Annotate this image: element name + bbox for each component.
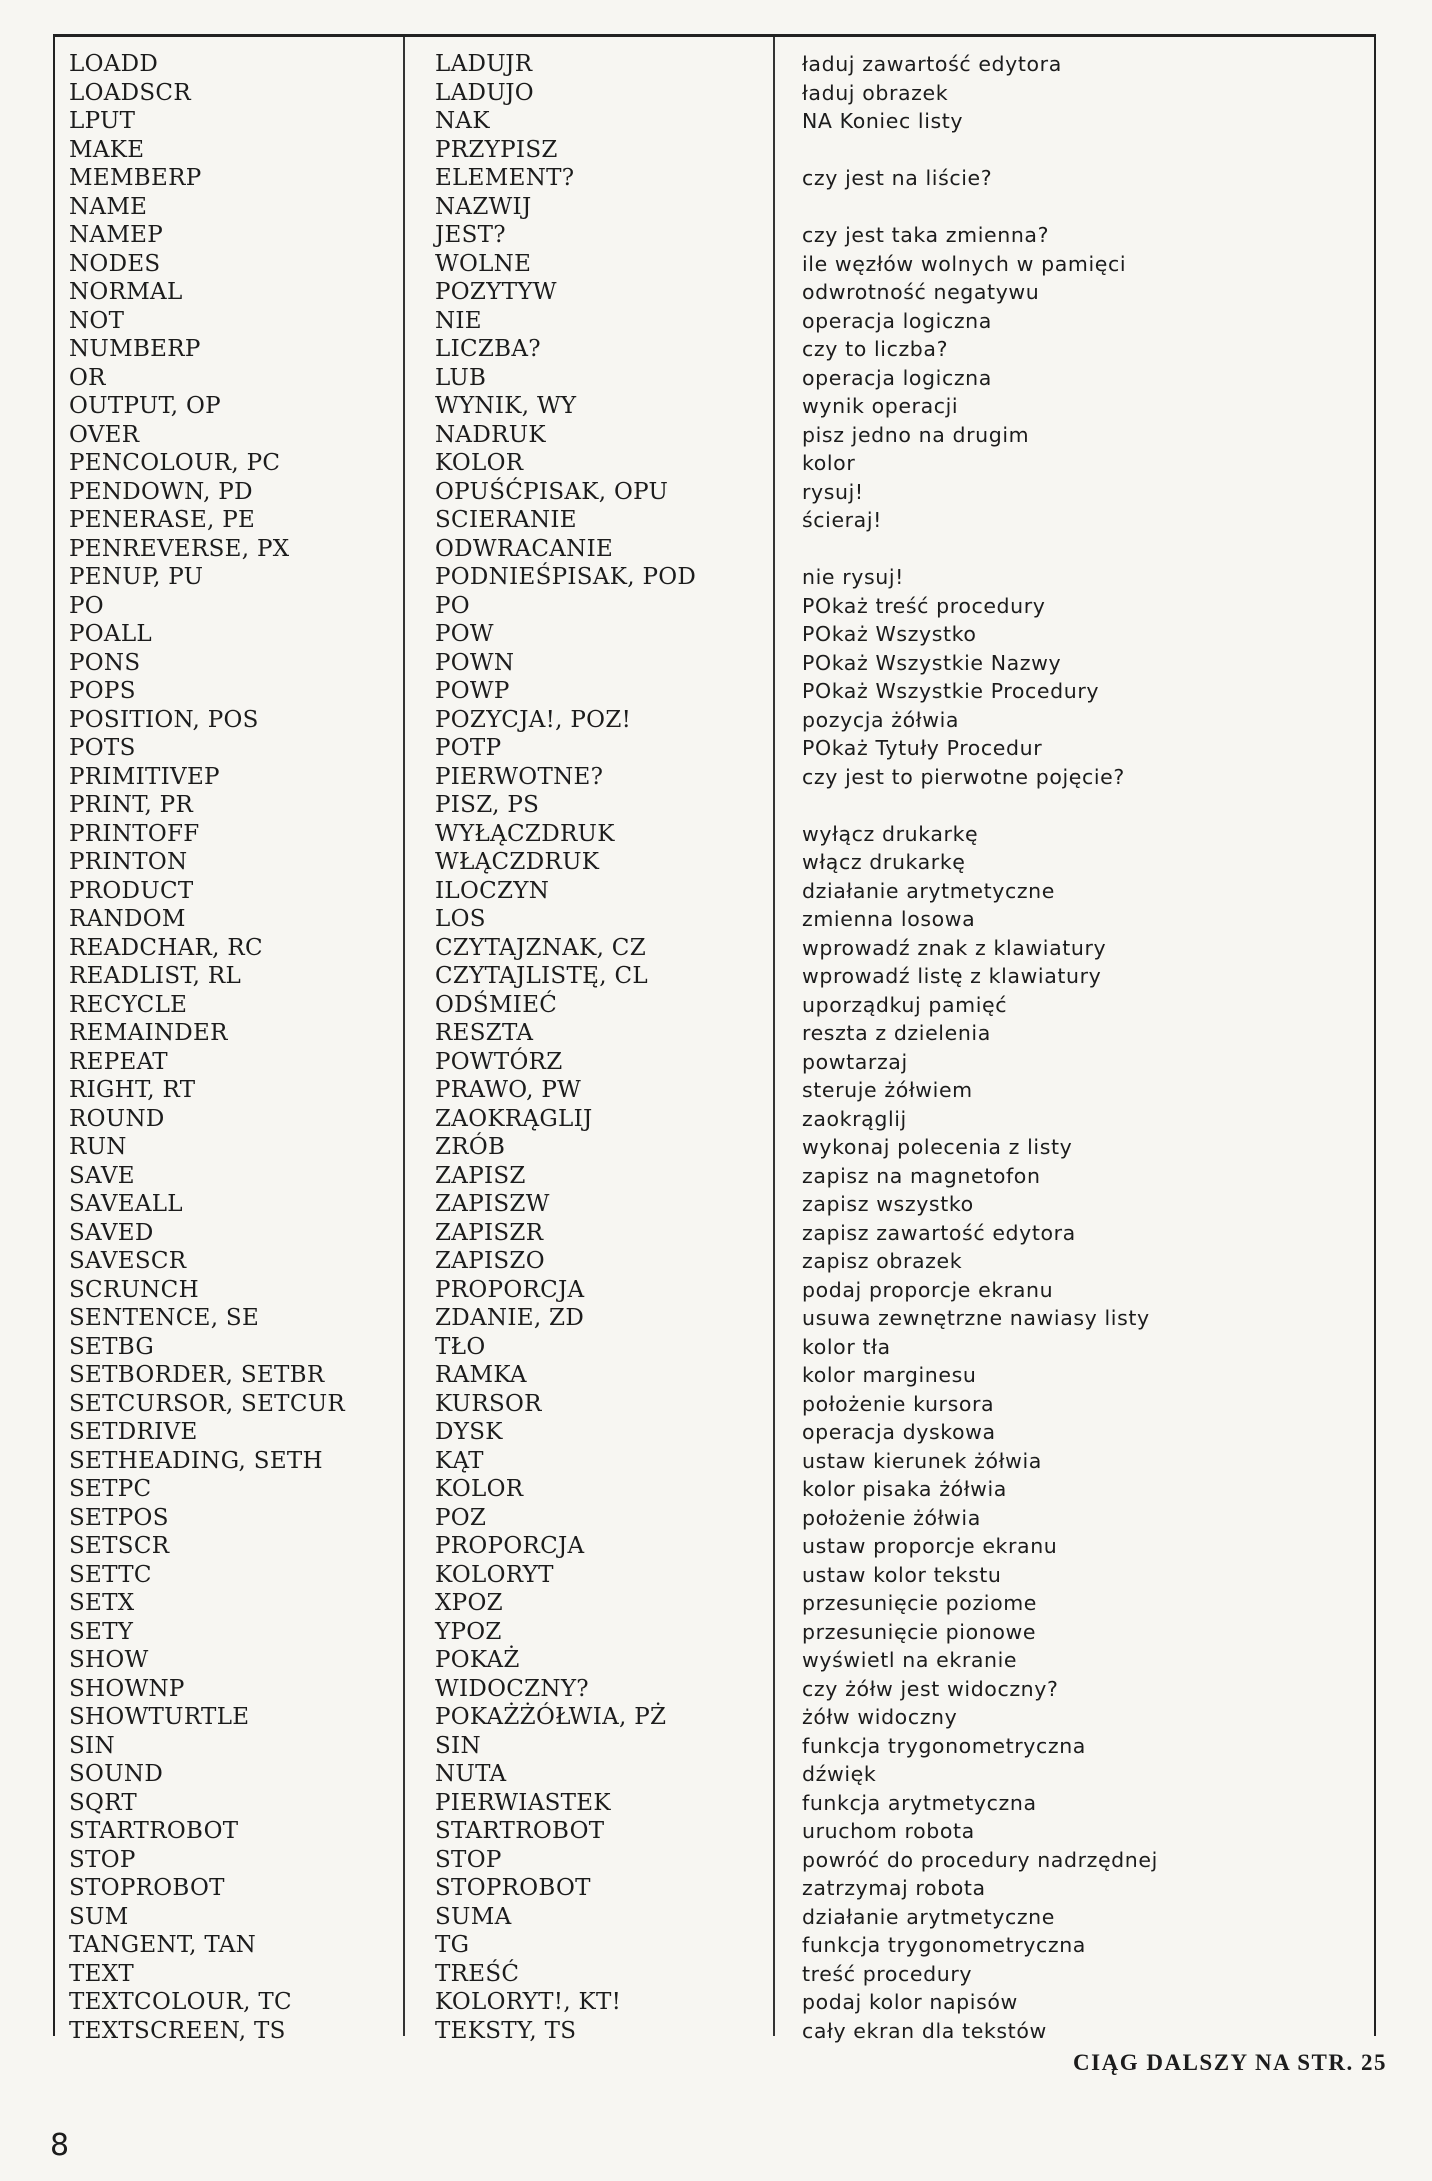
polish-command: ZAPISZO (435, 1248, 545, 1274)
description: włącz drukarkę (802, 850, 966, 874)
description: treść procedury (802, 1961, 973, 1986)
table-row (55, 2017, 1374, 2046)
description: reszta z dzielenia (802, 1021, 991, 1045)
english-command: RECYCLE (69, 991, 188, 1018)
description: POkaż Wszystkie Procedury (802, 679, 1100, 703)
description: ładuj zawartość edytora (802, 52, 1062, 76)
table-row (55, 1846, 1374, 1875)
description: czy jest na liście? (802, 166, 993, 190)
polish-command: RAMKA (435, 1362, 527, 1388)
english-command: POPS (69, 678, 136, 704)
english-command: OVER (69, 421, 140, 448)
polish-command: DYSK (435, 1419, 503, 1445)
description: powróć do procedury nadrzędnej (802, 1847, 1158, 1872)
polish-command: WYŁĄCZDRUK (435, 820, 615, 847)
description: rysuj! (802, 479, 864, 504)
english-command: TANGENT, TAN (69, 1932, 257, 1958)
table-row (55, 1589, 1374, 1618)
polish-command: POKAŻ (435, 1647, 520, 1673)
description: kolor marginesu (802, 1363, 977, 1387)
polish-command: LICZBA? (435, 336, 541, 362)
english-command: SETBORDER, SETBR (69, 1362, 325, 1388)
table-row (55, 1703, 1374, 1732)
table-row (55, 962, 1374, 991)
polish-command: WIDOCZNY? (435, 1675, 589, 1702)
polish-command: ODWRACANIE (435, 535, 614, 562)
polish-command: POKAŻŻÓŁWIA, PŻ (435, 1704, 667, 1730)
polish-command: WYNIK, WY (435, 393, 577, 419)
table-row (55, 1988, 1374, 2017)
table-row (55, 79, 1374, 108)
polish-command: PO (435, 592, 470, 619)
english-command: PENDOWN, PD (69, 478, 253, 505)
table-row (55, 1931, 1374, 1960)
polish-command: CZYTAJZNAK, CZ (435, 934, 646, 961)
english-command: SQRT (69, 1789, 138, 1816)
polish-command: KOLOR (435, 1476, 524, 1502)
english-command: PRINTOFF (69, 820, 200, 847)
table-body (55, 50, 1374, 2045)
description: zaokrąglij (802, 1106, 907, 1131)
english-command: READLIST, RL (69, 963, 242, 989)
english-command: SAVESCR (69, 1248, 187, 1274)
polish-command: PROPORCJA (435, 1533, 585, 1559)
english-command: REMAINDER (69, 1020, 228, 1046)
english-command: PENERASE, PE (69, 507, 256, 533)
table-row (55, 392, 1374, 421)
description: wprowadź listę z klawiatury (802, 964, 1102, 988)
polish-command: TŁO (435, 1333, 486, 1360)
polish-command: NAZWIJ (435, 193, 532, 220)
english-command: SIN (69, 1732, 115, 1759)
english-command: LPUT (69, 108, 136, 134)
table-row (55, 791, 1374, 820)
english-command: PONS (69, 649, 141, 676)
description: funkcja trygonometryczna (802, 1733, 1086, 1758)
table-row (55, 221, 1374, 250)
english-command: PRINT, PR (69, 792, 194, 818)
english-command: SAVEALL (69, 1191, 183, 1217)
table-row (55, 1390, 1374, 1419)
english-command: SETTC (69, 1561, 152, 1588)
table-row (55, 1817, 1374, 1846)
description: działanie arytmetyczne (802, 878, 1055, 903)
table-row (55, 1418, 1374, 1447)
description: czy żółw jest widoczny? (802, 1676, 1059, 1701)
table-row (55, 1732, 1374, 1761)
description: uruchom robota (802, 1819, 975, 1843)
english-command: NORMAL (69, 279, 183, 305)
polish-command: KOLORYT (435, 1561, 554, 1588)
description: wyświetl na ekranie (802, 1648, 1018, 1672)
description: usuwa zewnętrzne nawiasy listy (802, 1306, 1150, 1330)
polish-command: TG (435, 1932, 470, 1958)
english-command: POALL (69, 621, 152, 647)
description: czy jest taka zmienna? (802, 223, 1050, 247)
table-row (55, 50, 1374, 79)
english-command: TEXTSCREEN, TS (69, 2017, 286, 2044)
description: POkaż treść procedury (802, 593, 1046, 618)
english-command: SETCURSOR, SETCUR (69, 1390, 346, 1417)
table-row (55, 535, 1374, 564)
table-row (55, 1475, 1374, 1504)
table-row (55, 649, 1374, 678)
english-command: MEMBERP (69, 165, 202, 191)
table-row (55, 934, 1374, 963)
english-command: PENCOLOUR, PC (69, 450, 281, 476)
polish-command: SUMA (435, 1903, 512, 1930)
english-command: PRINTON (69, 849, 188, 875)
polish-command: PRAWO, PW (435, 1077, 582, 1103)
english-command: SAVE (69, 1162, 135, 1189)
polish-command: POW (435, 621, 494, 647)
english-command: SCRUNCH (69, 1276, 199, 1303)
description: zapisz obrazek (802, 1249, 963, 1273)
table-row (55, 449, 1374, 478)
polish-command: LOS (435, 906, 486, 932)
english-command: SOUND (69, 1761, 164, 1787)
page-number: 8 (50, 2128, 70, 2163)
description: zatrzymaj robota (802, 1876, 986, 1900)
english-command: PENREVERSE, PX (69, 535, 290, 562)
polish-command: PIERWOTNE? (435, 763, 604, 790)
polish-command: STOPROBOT (435, 1875, 591, 1901)
english-command: NUMBERP (69, 336, 201, 362)
table-row (55, 734, 1374, 763)
polish-command: NADRUK (435, 421, 546, 448)
polish-command: WOLNE (435, 250, 532, 277)
english-command: SETX (69, 1590, 135, 1616)
table-row (55, 1760, 1374, 1789)
table-row (55, 1048, 1374, 1077)
description: podaj proporcje ekranu (802, 1277, 1054, 1302)
polish-command: ELEMENT? (435, 165, 575, 191)
english-command: NODES (69, 250, 161, 277)
description: pozycja żółwia (802, 707, 960, 732)
table-row (55, 848, 1374, 877)
table-row (55, 1903, 1374, 1932)
table-row (55, 1133, 1374, 1162)
description: funkcja trygonometryczna (802, 1933, 1086, 1957)
table-row (55, 706, 1374, 735)
english-command: STARTROBOT (69, 1818, 239, 1844)
polish-command: POWN (435, 649, 515, 676)
description: wynik operacji (802, 394, 959, 418)
table-row (55, 1504, 1374, 1533)
polish-command: TREŚĆ (435, 1960, 520, 1987)
table-row (55, 1019, 1374, 1048)
description: ustaw kolor tekstu (802, 1562, 1002, 1587)
description: operacja logiczna (802, 365, 992, 390)
table-row (55, 1304, 1374, 1333)
description: działanie arytmetyczne (802, 1904, 1055, 1929)
polish-command: POZ (435, 1504, 487, 1531)
description: pisz jedno na drugim (802, 422, 1030, 447)
table-row (55, 1447, 1374, 1476)
english-command: SENTENCE, SE (69, 1305, 260, 1331)
table-row (55, 1247, 1374, 1276)
table-row (55, 592, 1374, 621)
polish-command: XPOZ (435, 1590, 503, 1616)
polish-command: JEST? (435, 222, 506, 248)
description: steruje żółwiem (802, 1078, 973, 1102)
description: operacja dyskowa (802, 1420, 996, 1444)
table-row (55, 335, 1374, 364)
polish-command: KURSOR (435, 1390, 542, 1417)
description: położenie kursora (802, 1391, 995, 1416)
description: powtarzaj (802, 1049, 908, 1074)
polish-command: KOLORYT!, KT! (435, 1989, 622, 2015)
polish-command: KĄT (435, 1447, 484, 1474)
description: POkaż Wszystkie Nazwy (802, 650, 1062, 675)
description: kolor pisaka żółwia (802, 1477, 1007, 1501)
description: czy jest to pierwotne pojęcie? (802, 764, 1125, 789)
english-command: MAKE (69, 136, 145, 163)
description: ścieraj! (802, 508, 882, 532)
table-row (55, 905, 1374, 934)
polish-command: PROPORCJA (435, 1276, 585, 1303)
english-command: RIGHT, RT (69, 1077, 196, 1103)
table-row (55, 421, 1374, 450)
polish-command: ZRÓB (435, 1134, 506, 1160)
polish-command: YPOZ (435, 1618, 502, 1645)
polish-command: ZAPISZ (435, 1162, 526, 1189)
english-command: RANDOM (69, 906, 186, 932)
table-row (55, 1219, 1374, 1248)
polish-command: LADUJR (435, 51, 533, 77)
english-command: LOADSCR (69, 79, 191, 106)
english-command: PRODUCT (69, 877, 194, 904)
english-command: NOT (69, 307, 125, 334)
english-command: POTS (69, 735, 136, 761)
description: przesunięcie poziome (802, 1591, 1038, 1615)
table-row (55, 136, 1374, 165)
table-row (55, 1675, 1374, 1704)
english-command: SETSCR (69, 1533, 170, 1559)
english-command: SETPC (69, 1476, 152, 1502)
english-command: TEXT (69, 1960, 135, 1987)
english-command: READCHAR, RC (69, 934, 263, 961)
english-command: SHOWNP (69, 1675, 185, 1702)
table-row (55, 1618, 1374, 1647)
table-row (55, 364, 1374, 393)
polish-command: STOP (435, 1846, 502, 1873)
polish-command: LADUJO (435, 79, 534, 106)
polish-command: PRZYPISZ (435, 136, 558, 163)
table-row (55, 1789, 1374, 1818)
polish-command: ODŚMIEĆ (435, 991, 558, 1018)
polish-command: SCIERANIE (435, 507, 577, 533)
table-row (55, 1646, 1374, 1675)
table-row (55, 193, 1374, 222)
description: ładuj obrazek (802, 80, 949, 105)
description: zapisz na magnetofon (802, 1163, 1041, 1188)
english-command: SHOWTURTLE (69, 1704, 250, 1730)
table-row (55, 1874, 1374, 1903)
description: żółw widoczny (802, 1705, 958, 1729)
polish-command: SIN (435, 1732, 481, 1759)
description: POkaż Wszystko (802, 622, 977, 646)
description: dźwięk (802, 1762, 877, 1786)
table-row (55, 1532, 1374, 1561)
polish-command: NAK (435, 108, 490, 134)
polish-command: POWP (435, 678, 510, 704)
description: POkaż Tytuły Procedur (802, 736, 1043, 760)
polish-command: ILOCZYN (435, 877, 550, 904)
polish-command: NUTA (435, 1761, 507, 1787)
english-command: OR (69, 364, 106, 391)
table-row (55, 1276, 1374, 1305)
polish-command: ZAPISZR (435, 1219, 544, 1246)
description: czy to liczba? (802, 337, 949, 361)
table-row (55, 107, 1374, 136)
description: wprowadź znak z klawiatury (802, 935, 1107, 960)
polish-command: WŁĄCZDRUK (435, 849, 600, 875)
table-row (55, 164, 1374, 193)
polish-command: OPUŚĆPISAK, OPU (435, 478, 669, 505)
polish-command: CZYTAJLISTĘ, CL (435, 963, 648, 989)
description: przesunięcie pionowe (802, 1619, 1037, 1644)
english-command: STOP (69, 1846, 136, 1873)
command-table (53, 34, 1376, 2044)
table-row (55, 278, 1374, 307)
table-row (55, 763, 1374, 792)
table-row (55, 1105, 1374, 1134)
polish-command: STARTROBOT (435, 1818, 605, 1844)
english-command: ROUND (69, 1105, 165, 1132)
description: operacja logiczna (802, 308, 992, 333)
english-command: PO (69, 592, 104, 619)
description: podaj kolor napisów (802, 1990, 1018, 2014)
polish-command: PISZ, PS (435, 792, 540, 818)
polish-command: ZAPISZW (435, 1191, 550, 1217)
english-command: SETY (69, 1618, 134, 1645)
description: kolor (802, 451, 856, 475)
english-command: NAME (69, 193, 148, 220)
description: funkcja arytmetyczna (802, 1790, 1037, 1815)
table-row (55, 563, 1374, 592)
table-row (55, 1076, 1374, 1105)
description: NA Koniec listy (802, 109, 964, 133)
polish-command: RESZTA (435, 1020, 534, 1046)
polish-command: ZAOKRĄGLIJ (435, 1105, 593, 1132)
polish-command: POZYTYW (435, 279, 557, 305)
polish-command: POTP (435, 735, 502, 761)
table-row (55, 677, 1374, 706)
table-row (55, 1361, 1374, 1390)
english-command: SETHEADING, SETH (69, 1447, 323, 1474)
english-command: SETDRIVE (69, 1419, 198, 1445)
english-command: SAVED (69, 1219, 154, 1246)
table-row (55, 877, 1374, 906)
polish-command: PIERWIASTEK (435, 1789, 611, 1816)
table-row (55, 307, 1374, 336)
english-command: OUTPUT, OP (69, 393, 221, 419)
table-row (55, 1190, 1374, 1219)
description: nie rysuj! (802, 565, 904, 589)
english-command: SHOW (69, 1647, 149, 1673)
description: położenie żółwia (802, 1505, 981, 1530)
polish-command: POWTÓRZ (435, 1048, 563, 1075)
english-command: RUN (69, 1134, 127, 1160)
table-row (55, 1162, 1374, 1191)
polish-command: TEKSTY, TS (435, 2017, 577, 2044)
polish-command: ZDANIE, ZD (435, 1305, 585, 1331)
polish-command: LUB (435, 364, 487, 391)
continuation-note: CIĄG DALSZY NA STR. 25 (1073, 2050, 1387, 2075)
english-command: TEXTCOLOUR, TC (69, 1989, 292, 2015)
description: cały ekran dla tekstów (802, 2018, 1047, 2043)
polish-command: NIE (435, 307, 482, 334)
description: ile węzłów wolnych w pamięci (802, 251, 1127, 276)
english-command: PENUP, PU (69, 564, 204, 590)
table-row (55, 1561, 1374, 1590)
description: wykonaj polecenia z listy (802, 1135, 1073, 1159)
description: zapisz wszystko (802, 1192, 974, 1216)
english-command: REPEAT (69, 1048, 168, 1075)
description: ustaw proporcje ekranu (802, 1534, 1058, 1558)
english-command: STOPROBOT (69, 1875, 225, 1901)
english-command: PRIMITIVEP (69, 763, 220, 790)
description: wyłącz drukarkę (802, 821, 979, 846)
english-command: SUM (69, 1903, 129, 1930)
polish-command: KOLOR (435, 450, 524, 476)
table-row (55, 506, 1374, 535)
polish-command: PODNIEŚPISAK, POD (435, 564, 697, 590)
description: kolor tła (802, 1334, 891, 1359)
table-row (55, 991, 1374, 1020)
english-command: LOADD (69, 51, 159, 77)
table-row (55, 478, 1374, 507)
english-command: SETBG (69, 1333, 155, 1360)
description: ustaw kierunek żółwia (802, 1448, 1042, 1473)
table-row (55, 250, 1374, 279)
table-row (55, 820, 1374, 849)
description: zapisz zawartość edytora (802, 1220, 1076, 1245)
description: uporządkuj pamięć (802, 992, 1008, 1017)
polish-command: POZYCJA!, POZ! (435, 706, 632, 733)
description: odwrotność negatywu (802, 280, 1040, 304)
english-command: NAMEP (69, 222, 164, 248)
table-row (55, 620, 1374, 649)
english-command: SETPOS (69, 1504, 169, 1531)
table-row (55, 1333, 1374, 1362)
english-command: POSITION, POS (69, 706, 259, 733)
table-row (55, 1960, 1374, 1989)
description: zmienna losowa (802, 907, 976, 931)
